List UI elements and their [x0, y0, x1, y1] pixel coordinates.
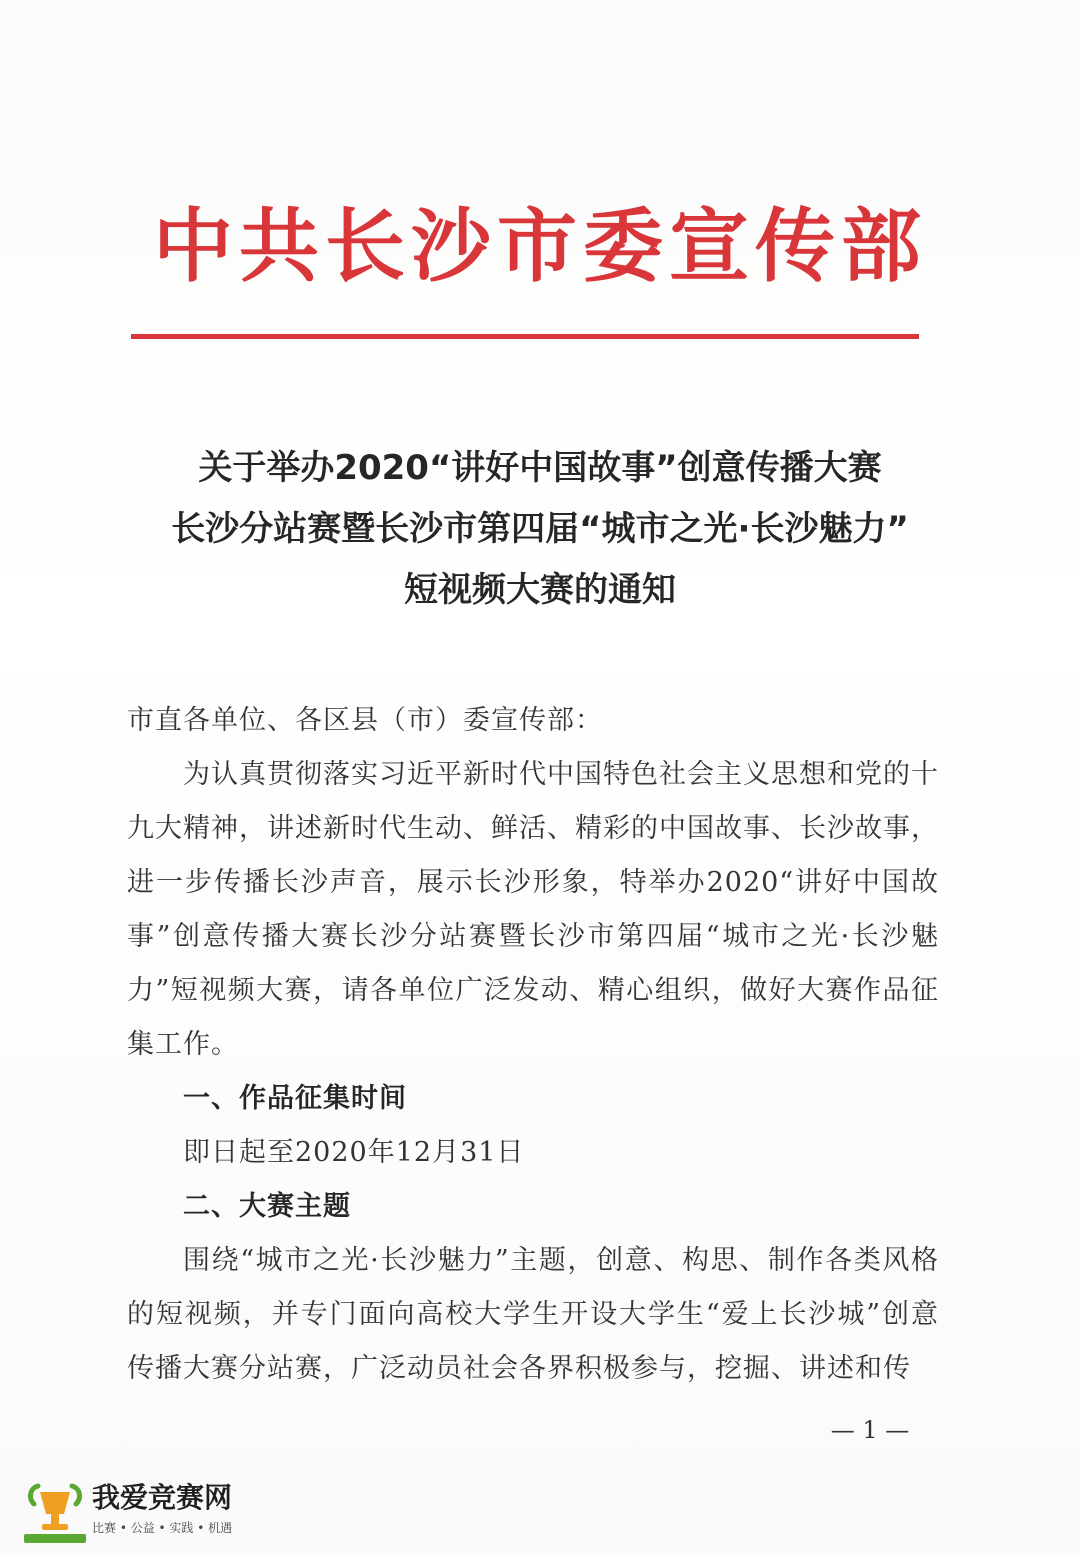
title-line-3: 短视频大赛的通知 [404, 570, 676, 610]
document-title [0, 438, 1080, 621]
section-1-text: 即日起至2020年12月31日 [183, 1137, 525, 1168]
trophy-leaf-icon [20, 1478, 90, 1544]
salutation: 市直各单位、各区县（市）委宣传部： [127, 705, 603, 736]
org-header-title: 中共长沙市委宣传部 [153, 199, 927, 293]
title-line-2: 长沙分站赛暨长沙市第四届“城市之光·长沙魅力” [171, 509, 909, 549]
watermark-site-name: 我爱竞赛网 [92, 1481, 233, 1514]
page-number: — 1 — [830, 1416, 910, 1444]
watermark-slogan: 比赛 • 公益 • 实践 • 机遇 [92, 1521, 233, 1535]
intro-paragraph: 为认真贯彻落实习近平新时代中国特色社会主义思想和党的十九大精神，讲述新时代生动、鲜活、精彩的中国故事、长沙故事，进一步传播长沙声音，展示长沙形象，特举办2020“讲好中国故事”创意传播大赛长沙分站赛暨长沙市第四届“城市之光·长沙魅力”短视频大赛，请各单位广泛发动、精心组织，做好大赛作品征集工作。 [127, 759, 939, 1060]
section-2-heading: 二、大赛主题 [183, 1191, 351, 1222]
site-watermark [20, 1478, 260, 1548]
section-1-heading: 一、作品征集时间 [183, 1083, 407, 1114]
title-line-1: 关于举办2020“讲好中国故事”创意传播大赛 [198, 448, 882, 488]
header-red-rule [131, 334, 919, 339]
document-body [127, 694, 939, 1396]
section-2-paragraph: 围绕“城市之光·长沙魅力”主题，创意、构思、制作各类风格的短视频，并专门面向高校大学生开设大学生“爱上长沙城”创意传播大赛分站赛，广泛动员社会各界积极参与，挖掘、讲述和传 [127, 1245, 939, 1384]
